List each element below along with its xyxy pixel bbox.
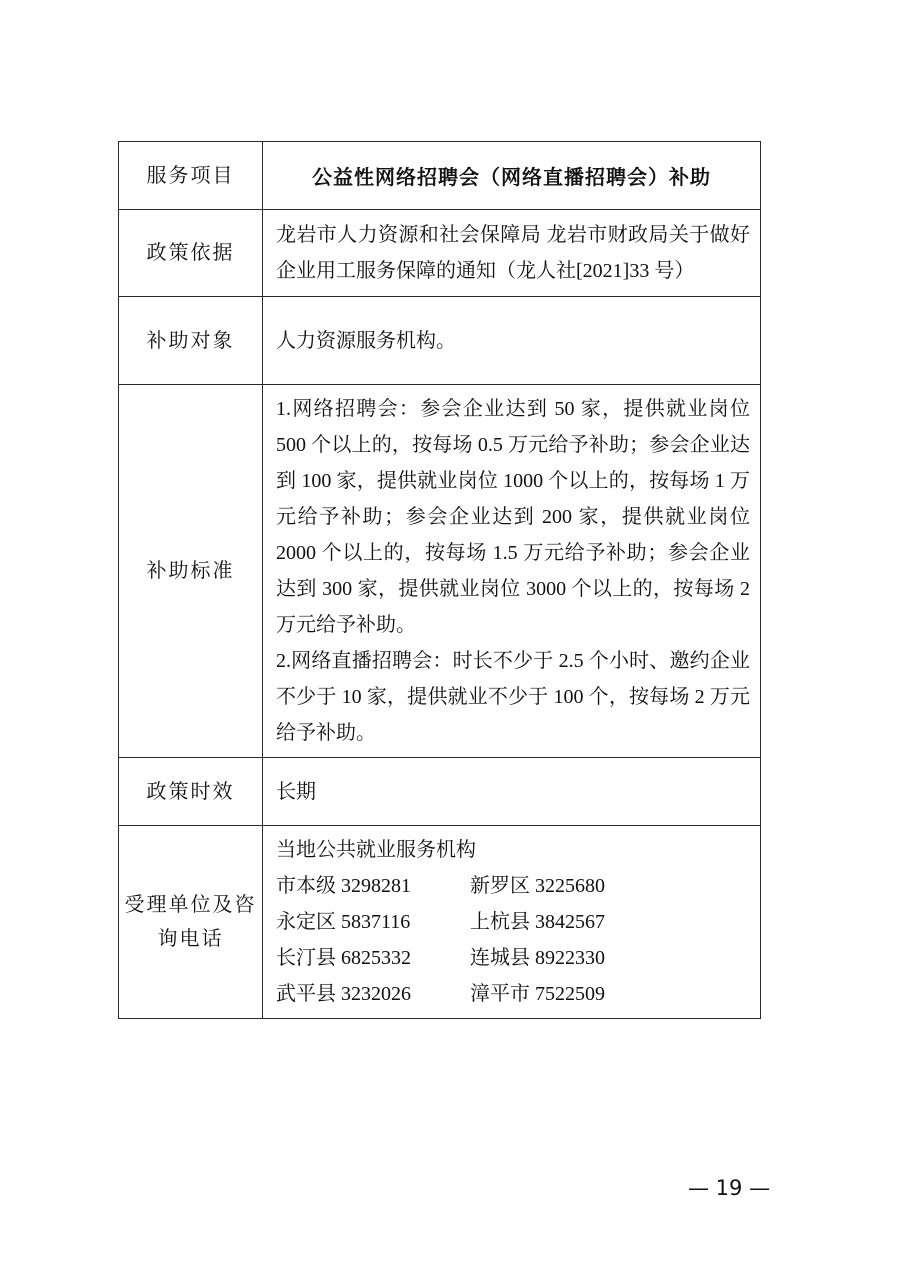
- subsidy-standard-paragraph-2: 2.网络直播招聘会：时长不少于 2.5 个小时、邀约企业不少于 10 家，提供就业不少于 100 个，按每场 2 万元给予补助。: [276, 650, 750, 744]
- row-label-subsidy-standard: [119, 385, 263, 758]
- table-row-policy-validity: [119, 758, 761, 826]
- contact-entry: 新罗区 3225680: [470, 875, 605, 897]
- policy-validity-value: 长期: [263, 758, 761, 826]
- subsidy-standard-paragraph-1: 1.网络招聘会：参会企业达到 50 家，提供就业岗位 500 个以上的，按每场 0.5 万元给予补助；参会企业达到 100 家，提供就业岗位 1000 个以上的，按每场 1 万元给予补助；参会企业达到 200 家，提供就业岗位 2000 个以上的，按每场 1.5 万元给予补助；参会企业达到 300 家，提供就业岗位 3000 个以上的，按每场 2 万元给予补助。: [276, 398, 750, 636]
- page-number: — 19 —: [688, 1176, 771, 1200]
- row-label-text: 政策依据: [146, 242, 235, 264]
- contact-entry: 永定区 5837116: [276, 911, 411, 933]
- table-row-subsidy-standard: [119, 385, 761, 758]
- policy-basis-value: 龙岩市人力资源和社会保障局 龙岩市财政局关于做好企业用工服务保障的通知（龙人社[2021]33 号）: [263, 210, 761, 297]
- table-row-accepting-unit: [119, 826, 761, 1019]
- row-label-policy-basis: [119, 210, 263, 297]
- accepting-unit-intro: 当地公共就业服务机构: [276, 839, 476, 861]
- contact-entry: 武平县 3232026: [276, 983, 411, 1005]
- row-label-text: 受理单位及咨询电话: [124, 894, 257, 950]
- row-label-policy-validity: [119, 758, 263, 826]
- contact-entry: 漳平市 7522509: [470, 983, 605, 1005]
- service-item-title: 公益性网络招聘会（网络直播招聘会）补助: [263, 142, 761, 210]
- contact-line: [276, 976, 750, 1012]
- row-label-accepting-unit: [119, 826, 263, 1019]
- row-label-text: 服务项目: [146, 164, 235, 187]
- contact-entry: 连城县 8922330: [470, 947, 605, 969]
- contact-entry: 长汀县 6825332: [276, 947, 411, 969]
- accepting-unit-value: [263, 826, 761, 1019]
- subsidy-standard-value: [263, 385, 761, 758]
- table-row-policy-basis: [119, 210, 761, 297]
- row-label-subsidy-target: [119, 297, 263, 385]
- table-row-subsidy-target: [119, 297, 761, 385]
- table-row-service-item: [119, 142, 761, 210]
- contact-line: [276, 904, 750, 940]
- row-label-text: 政策时效: [146, 780, 235, 803]
- row-label-text: 补助标准: [146, 560, 235, 582]
- row-label-service-item: [119, 142, 263, 210]
- policy-table: [118, 141, 761, 1019]
- contact-entry: 市本级 3298281: [276, 875, 411, 897]
- contact-entry: 上杭县 3842567: [470, 911, 605, 933]
- contact-line: [276, 940, 750, 976]
- contact-line: [276, 868, 750, 904]
- subsidy-target-value: 人力资源服务机构。: [263, 297, 761, 385]
- row-label-text: 补助对象: [146, 329, 235, 352]
